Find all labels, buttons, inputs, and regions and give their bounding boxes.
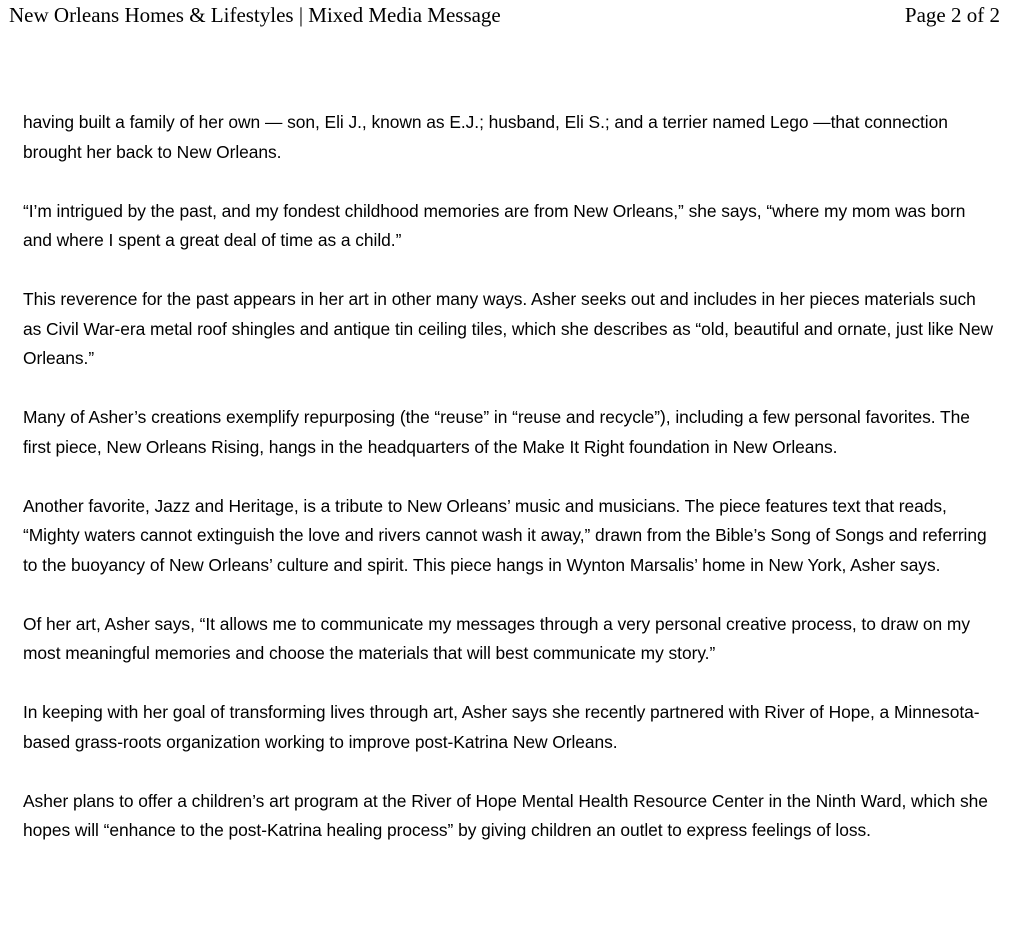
article-paragraph: Asher plans to offer a children’s art program at the River of Hope Mental Health Resource Center in the Ninth Ward, which she hopes will “enhance to the post-Katrina healing process” by giving children an outlet to express feelings of loss. (23, 790, 988, 840)
article-paragraph: “I’m intrigued by the past, and my fondest childhood memories are from New Orleans,” she says, “where my mom was born and where I spent a great deal of time as a child.” (23, 200, 966, 250)
article-paragraph: Many of Asher’s creations exemplify repurposing (the “reuse” in “reuse and recycle”), including a few personal favorites. The first piece, New Orleans Rising, hangs in the headquarters of the Make It Right foundation in New Orleans. (23, 407, 970, 457)
article-paragraph: Of her art, Asher says, “It allows me to communicate my messages through a very personal creative process, to draw on my most meaningful memories and choose the materials that will best communicate my story.” (23, 613, 971, 663)
article-paragraph: In keeping with her goal of transforming lives through art, Asher says she recently partnered with River of Hope, a Minnesota-based grass-roots organization working to improve post-Katrina New Orleans. (23, 702, 980, 752)
document-title: New Orleans Homes & Lifestyles | Mixed Media Message (9, 3, 501, 27)
page-indicator: Page 2 of 2 (904, 3, 1000, 27)
article-body (23, 108, 998, 846)
article-paragraph: Another favorite, Jazz and Heritage, is a tribute to New Orleans’ music and musicians. The piece features text that reads, “Mighty waters cannot extinguish the love and rivers cannot wash it away,” drawn from the Bible’s Song of Songs and referring to the buoyancy of New Orleans’ culture and spirit. This piece hangs in Wynton Marsalis’ home in New York, Asher says. (23, 495, 987, 575)
page-header (0, 0, 1024, 32)
article-paragraph: This reverence for the past appears in her art in other many ways. Asher seeks out and includes in her pieces materials such as Civil War-era metal roof shingles and antique tin ceiling tiles, which she describes as “old, beautiful and ornate, just like New Orleans.” (23, 289, 994, 368)
article-paragraph: having built a family of her own — son, Eli J., known as E.J.; husband, Eli S.; and a terrier named Lego —that connection brought her back to New Orleans. (23, 112, 948, 162)
